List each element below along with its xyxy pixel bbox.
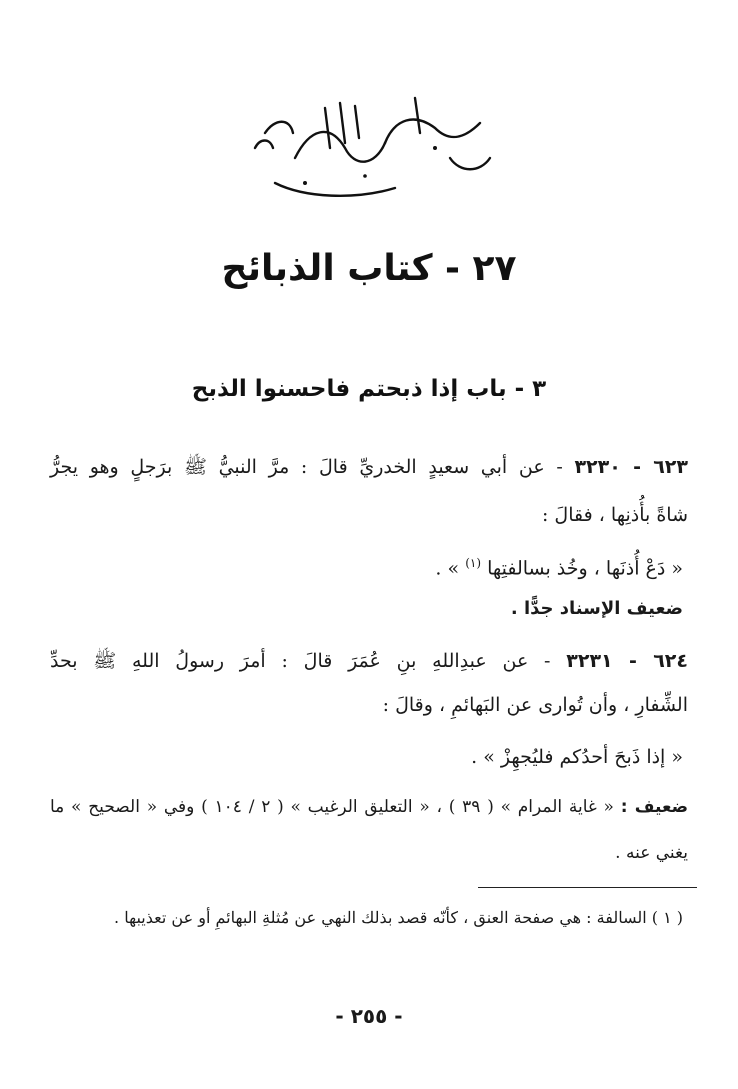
basmala-calligraphy-icon	[235, 88, 505, 203]
footnote-separator	[478, 887, 697, 888]
hadith-2-line-1	[50, 646, 688, 676]
hadith-2-grading-text: « غاية المرام » ( ٣٩ ) ، « التعليق الرغيب » ( ٢ / ١٠٤ ) وفي « الصحيح » ما	[50, 797, 614, 817]
hadith-1-text-1: - عن أبي سعيدٍ الخدريِّ قالَ : مرَّ النبيُّ ﷺ برَجلٍ وهو يجرُّ	[50, 456, 563, 478]
hadith-2-text-1: - عن عبدِاللهِ بنِ عُمَرَ قالَ : أمرَ رسولُ اللهِ ﷺ بحدِّ	[50, 650, 551, 672]
hadith-1-quote-line	[50, 548, 683, 583]
hadith-2-grading-label: ضعيف :	[620, 797, 689, 817]
hadith-2-grading-line	[50, 792, 688, 822]
hadith-2-line-2: الشِّفارِ ، وأن تُوارى عن البَهائمِ ، وقالَ :	[382, 694, 688, 716]
hadith-1-grading: ضعيف الإسناد جدًّا .	[510, 598, 683, 619]
footnote-reference[interactable]: (١)	[465, 556, 482, 570]
basmala-calligraphy	[235, 88, 505, 203]
hadith-1-number: ٦٢٣ - ٣٢٣٠	[574, 456, 688, 478]
chapter-title: ٣ - باب إذا ذبحتم فاحسنوا الذبح	[191, 376, 547, 402]
hadith-2-quote: « إذا ذَبحَ أحدُكم فليُجهِزْ » .	[471, 746, 683, 768]
hadith-1-quote: « دَعْ أُذنَها ، وخُذ بسالفتِها	[487, 557, 683, 580]
hadith-2-grading-end: يغني عنه .	[615, 843, 688, 863]
hadith-1-line-2: شاةً بأُذنِها ، فقالَ :	[541, 504, 688, 526]
hadith-1-quote-end: » .	[435, 557, 460, 580]
hadith-2-number: ٦٢٤ - ٣٢٣١	[566, 650, 688, 672]
book-title: ٢٧ - كتاب الذبائح	[221, 248, 517, 289]
footnote-1: ( ١ ) السالفة : هي صفحة العنق ، كأنّه قصد بذلك النهي عن مُثلةِ البهائمِ أو عن تعذيبها .	[114, 908, 683, 927]
hadith-1-line-1	[50, 452, 688, 482]
page-number: - ٢٥٥ -	[335, 1004, 403, 1028]
